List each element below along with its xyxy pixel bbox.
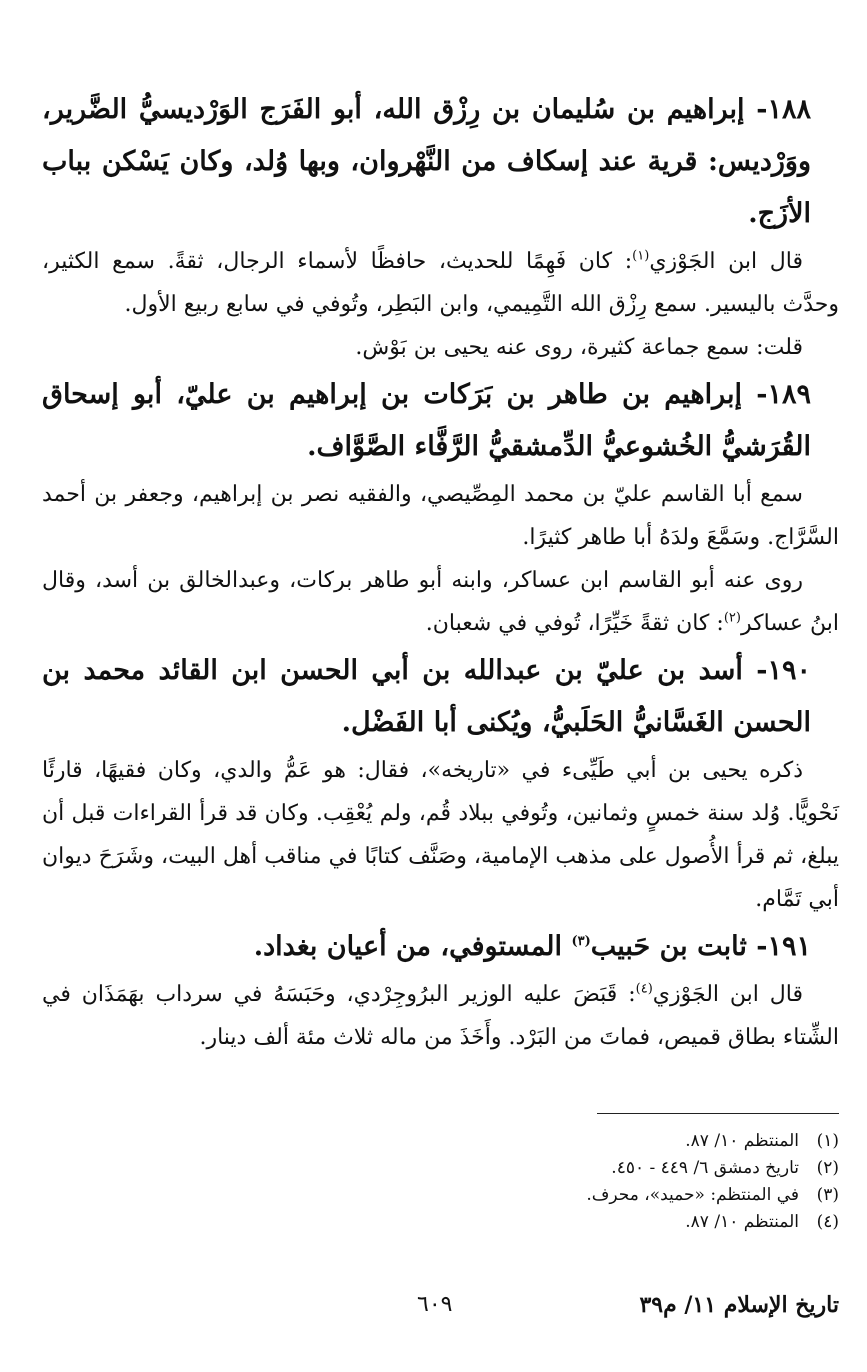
page-footer <box>42 1292 839 1332</box>
footnote-item <box>79 1209 839 1236</box>
footnote-marker: (٣) <box>571 934 591 949</box>
footnote-text: المنتظم ١٠/ ٨٧. <box>685 1131 799 1151</box>
footnote-marker: (٤) <box>635 981 653 997</box>
entry-heading-189: ١٨٩- إبراهيم بن طاهر بن بَرَكات بن إبراهيم بن عليّ، أبو إسحاق القُرَشيُّ الخُشوعيُّ الدِّمشقيُّ الرَّفَّاء الصَّوَّاف. <box>42 379 811 462</box>
footer-source: تاريخ الإسلام ١١/ م٣٩ <box>639 1292 839 1318</box>
footnote-marker: (٢) <box>723 610 741 626</box>
footnote-number: (٤) <box>816 1212 839 1232</box>
footnote-text: في المنتظم: «حميد»، محرف. <box>586 1185 799 1205</box>
footnote-divider <box>597 1113 839 1114</box>
footnote-text: تاريخ دمشق ٦/ ٤٤٩ - ٤٥٠. <box>611 1158 799 1178</box>
footnote-number: (١) <box>816 1131 839 1151</box>
entry-paragraph: قال ابن الجَوْزي$^{(١)}$: كان فَهِمًا للحديث، حافظًا لأسماء الرجال، ثقةً. سمع الكثير، وحدَّث باليسير. سمع رِزْق الله التَّمِيمي، وابن البَطِر، وتُوفي في سابع ربيع الأول. <box>42 248 839 317</box>
entry-paragraph: سمع أبا القاسم عليّ بن محمد المِصِّيصي، والفقيه نصر بن إبراهيم، وجعفر بن أحمد السَّرَّاج. وسَمَّعَ ولدَهُ أبا طاهر كثيرًا. <box>42 482 839 550</box>
entry-paragraph: روى عنه أبو القاسم ابن عساكر، وابنه أبو طاهر بركات، وعبدالخالق بن أسد، وقال ابنُ عساكر$^{(٢)}$: كان ثقةً خَيِّرًا، تُوفي في شعبان. <box>42 568 839 636</box>
footnote-marker: (١) <box>632 248 650 264</box>
footnote-item <box>79 1128 839 1155</box>
footnote-text: المنتظم ١٠/ ٨٧. <box>685 1212 799 1232</box>
entry-heading-190: ١٩٠- أسد بن عليّ بن عبدالله بن أبي الحسن ابن القائد محمد بن الحسن الغَسَّانيُّ الحَلَبيُّ، ويُكنى أبا الفَضْل. <box>42 655 811 738</box>
footnote-number: (٣) <box>816 1185 839 1205</box>
entry-paragraph: قلت: سمع جماعة كثيرة، روى عنه يحيى بن بَوْش. <box>355 335 803 360</box>
entry-paragraph: ذكره يحيى بن أبي طَيِّىء في «تاريخه»، فقال: هو عَمُّ والدي، وكان فقيهًا، قارئًا نَحْويًّا. وُلد سنة خمسٍ وثمانين، وتُوفي ببلاد قُم، ولم يُعْقِب. وكان قد قرأ القراءات قبل أن يبلغ، ثم قرأ الأُصول على مذهب الإمامية، وصَنَّف كتابًا في مناقب أهل البيت، وشَرَحَ ديوان أبي تَمَّام. <box>42 758 839 912</box>
entry-heading-191: ١٩١- ثابت بن حَبيب$^{(٣)}$ المستوفي، من أعيان بغداد. <box>253 931 811 962</box>
entry-heading-188: ١٨٨- إبراهيم بن سُليمان بن رِزْق الله، أبو الفَرَج الوَرْديسيُّ الضَّرير، ووَرْديس: قرية عند إسكاف من النَّهْروان، وبها وُلد، وكان يَسْكن بباب الأزَج. <box>42 94 811 229</box>
footnote-item <box>79 1182 839 1209</box>
footnotes <box>79 1128 839 1236</box>
entry-paragraph: قال ابن الجَوْزي$^{(٤)}$: قَبَضَ عليه الوزير البرُوجِرْدي، وحَبَسَهُ في سرداب بهَمَذَان في الشِّتاء بطاق قميص، فماتَ من البَرْد. وأَخَذَ من ماله ثلاث مئة ألف دينار. <box>42 981 839 1050</box>
footnote-item <box>79 1155 839 1182</box>
footnote-number: (٢) <box>816 1158 839 1178</box>
page-number: ٦٠٩ <box>417 1292 453 1317</box>
